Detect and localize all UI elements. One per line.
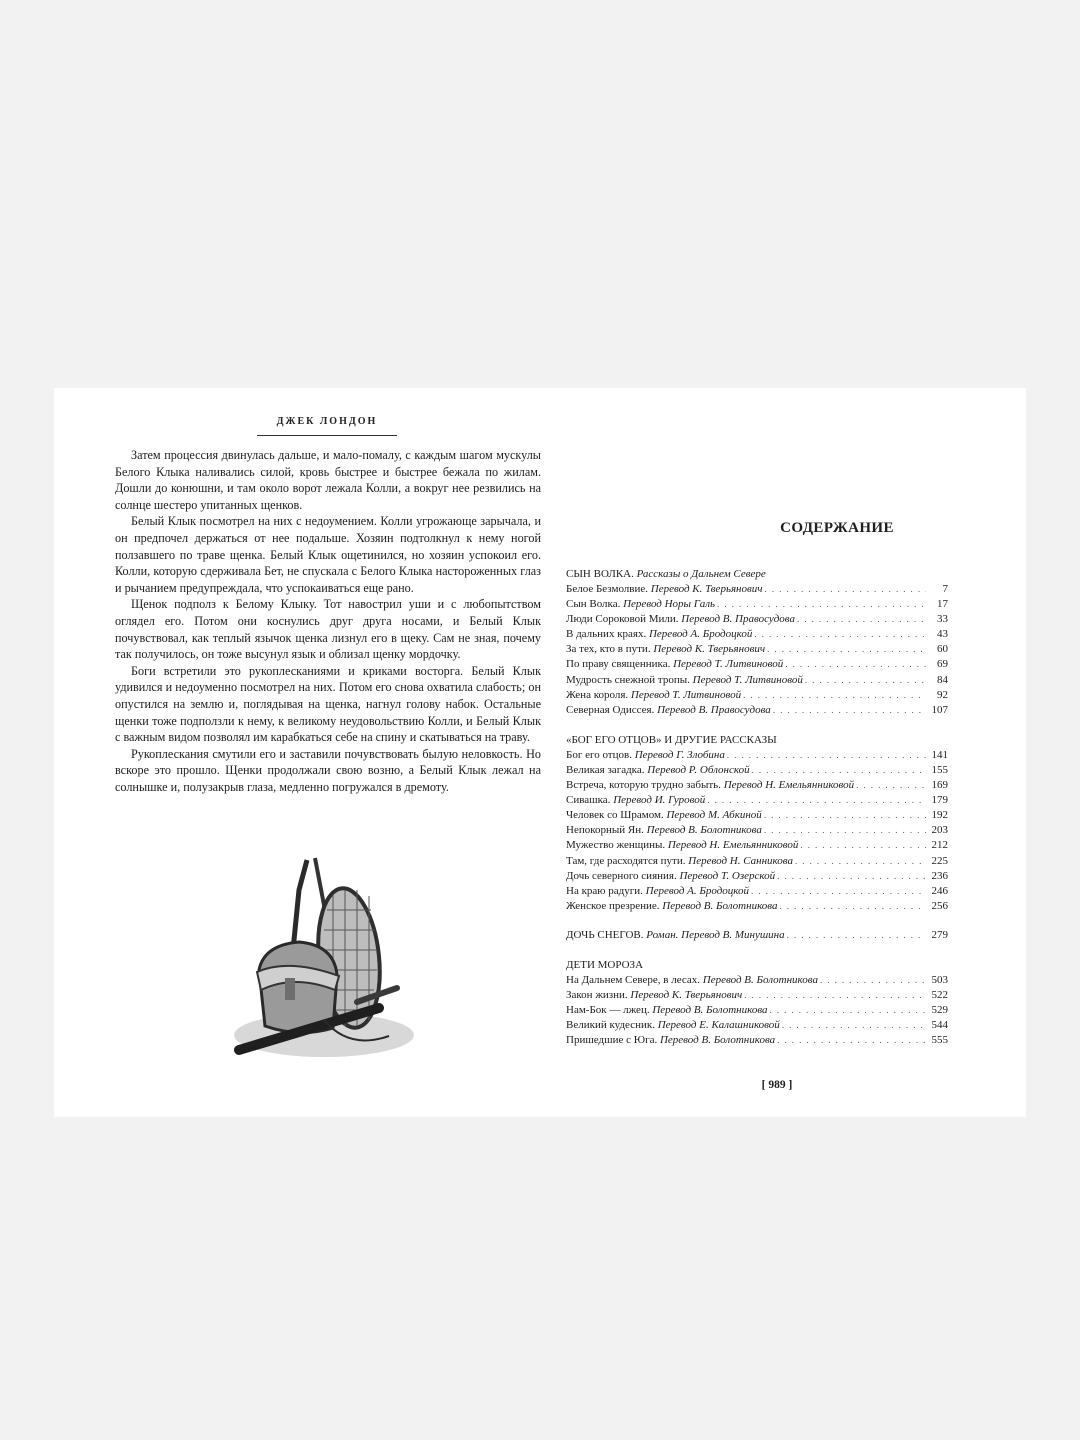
entry-page: 141 <box>931 748 948 761</box>
running-head-rule <box>257 435 397 436</box>
entry-title: На краю радуги. <box>566 884 643 897</box>
entry-title: Закон жизни. <box>566 989 628 1002</box>
entry-title: Сын Волка. <box>566 598 621 611</box>
leader-dots <box>777 869 926 884</box>
entry-title: Встреча, которую трудно забыть. <box>566 779 721 792</box>
entry-translator: Перевод Н. Емельянниковой <box>667 839 799 852</box>
toc-entry[interactable] <box>566 763 948 778</box>
entry-title: Великий кудесник. <box>566 1019 655 1032</box>
entry-page: 529 <box>931 1004 948 1017</box>
section-title: ДЕТИ МОРОЗА <box>566 958 644 971</box>
toc-entry[interactable] <box>566 627 948 642</box>
entry-page: 279 <box>931 928 948 941</box>
toc-entry[interactable] <box>566 642 948 657</box>
section-subtitle: Рассказы о Дальнем Севере <box>636 568 766 580</box>
leader-dots <box>782 1018 926 1033</box>
section-title: СЫН ВОЛКА. <box>566 568 634 580</box>
entry-title: По праву священника. <box>566 658 671 671</box>
toc-entry[interactable] <box>566 582 948 597</box>
leader-dots <box>800 838 926 853</box>
entry-page: 555 <box>931 1034 948 1047</box>
entry-translator: Перевод Н. Емельянниковой <box>723 779 855 792</box>
entry-title: Мужество женщины. <box>566 839 666 852</box>
entry-page: 107 <box>931 703 948 716</box>
entry-title: Сивашка. <box>566 794 611 807</box>
entry-page: 169 <box>931 779 948 792</box>
paragraph: Рукоплескания смутили его и заставили почувствовать былую неловкость. Но вскоре это прошло. Щенки продолжали свою возню, а Белый Клык лежал на солнышке и, полузакрыв глаза, медленно погружался в дремоту. <box>115 746 541 794</box>
toc-entry[interactable] <box>566 808 948 823</box>
leader-dots <box>767 642 926 657</box>
body-text <box>115 447 541 795</box>
entry-page: 33 <box>937 613 948 626</box>
entry-page: 503 <box>931 973 948 986</box>
toc-entry[interactable] <box>566 988 948 1003</box>
entry-translator: Перевод В. Болотникова <box>662 899 778 912</box>
toc-section-heading <box>566 957 948 973</box>
leader-dots <box>752 763 926 778</box>
entry-translator: Перевод Т. Литвиновой <box>692 673 803 686</box>
paragraph: Боги встретили это рукоплесканиями и криками восторга. Белый Клык удивился и недоуменно посмотрел на них. Потом его снова охватила слабость; он опустился на землю и, поглядывая на щенка, нагнул голову набок. Остальные щенки тоже подползли к нему, к великому неудовольствию Колли, и Белый Клык с важным видом позволял им карабкаться себе на спину и скатываться на траву. <box>115 663 541 745</box>
entry-title: Дочь северного сияния. <box>566 869 677 882</box>
entry-page: 246 <box>931 884 948 897</box>
entry-title: Мудрость снежной тропы. <box>566 673 690 686</box>
snowshoes-backpack-illustration <box>229 850 419 1065</box>
entry-title: Там, где расходятся пути. <box>566 854 686 867</box>
entry-title: За тех, кто в пути. <box>566 643 651 656</box>
entry-translator: Перевод И. Гуровой <box>613 794 706 807</box>
entry-translator: Перевод В. Болотникова <box>646 824 762 837</box>
leader-dots <box>765 582 926 597</box>
toc-entry[interactable] <box>566 612 948 627</box>
entry-page: 43 <box>937 628 948 641</box>
entry-page: 192 <box>931 809 948 822</box>
entry-page: 544 <box>931 1019 948 1032</box>
leader-dots <box>820 973 926 988</box>
entry-translator: Роман. Перевод В. Минушина <box>646 928 785 941</box>
leader-dots <box>754 627 926 642</box>
leader-dots <box>856 778 926 793</box>
entry-title: В дальних краях. <box>566 628 647 641</box>
entry-page: 203 <box>931 824 948 837</box>
entry-translator: Перевод В. Правосудова <box>657 703 771 716</box>
entry-page: 256 <box>931 899 948 912</box>
entry-translator: Перевод М. Абкиной <box>666 809 762 822</box>
entry-page: 522 <box>931 989 948 1002</box>
toc-entry[interactable] <box>566 793 948 808</box>
toc-section-heading <box>566 732 948 748</box>
entry-title: На Дальнем Севере, в лесах. <box>566 973 701 986</box>
entry-translator: Перевод К. Тверьянович <box>650 583 763 595</box>
leader-dots <box>707 793 926 808</box>
entry-translator: Перевод В. Болотникова <box>702 973 818 986</box>
entry-title: Люди Сороковой Мили. <box>566 613 679 626</box>
leader-dots <box>795 854 926 869</box>
toc-entry[interactable] <box>566 703 948 718</box>
toc-entry[interactable] <box>566 854 948 869</box>
leader-dots <box>785 657 926 672</box>
paragraph: Затем процессия двинулась дальше, и мало-помалу, с каждым шагом мускулы Белого Клыка наливались силой, кровь быстрее и быстрее бежала по жилам. Дошли до конюшни, и там около ворот лежала Колли, а вокруг нее резвились на солнце шестеро упитанных щенков. <box>115 448 541 512</box>
entry-page: 60 <box>937 643 948 656</box>
entry-translator: Перевод К. Тверьянович <box>630 989 743 1002</box>
entry-translator: Перевод Т. Литвиновой <box>630 688 742 701</box>
entry-translator: Перевод Н. Санникова <box>688 854 793 867</box>
entry-title: Непокорный Ян. <box>566 824 644 837</box>
entry-title: Жена короля. <box>566 688 629 701</box>
section-title: ДОЧЬ СНЕГОВ. <box>566 928 644 941</box>
leader-dots <box>717 597 926 612</box>
entry-translator: Перевод В. Болотникова <box>659 1034 776 1047</box>
entry-page: 236 <box>931 869 948 882</box>
leader-dots <box>744 988 926 1003</box>
entry-page: 179 <box>931 794 948 807</box>
leader-dots <box>787 928 926 943</box>
entry-translator: Перевод Т. Литвиновой <box>673 658 784 671</box>
entry-title: Бог его отцов. <box>566 748 632 761</box>
entry-page: 92 <box>937 688 948 701</box>
entry-title: Пришедшие с Юга. <box>566 1034 658 1047</box>
entry-translator: Перевод Норы Галь <box>623 598 716 611</box>
toc-entry[interactable] <box>566 838 948 853</box>
entry-translator: Перевод В. Правосудова <box>681 613 796 626</box>
toc-entry[interactable] <box>566 1003 948 1018</box>
toc-entry[interactable] <box>566 688 948 703</box>
leader-dots <box>751 884 926 899</box>
leader-dots <box>777 1033 926 1048</box>
toc-entry[interactable] <box>566 1033 948 1048</box>
entry-title: Великая загадка. <box>566 763 645 776</box>
entry-translator: Перевод К. Тверьянович <box>653 643 766 656</box>
entry-translator: Перевод В. Болотникова <box>652 1004 768 1017</box>
running-head: ДЖЕК ЛОНДОН <box>276 416 378 427</box>
entry-page: 7 <box>942 583 948 595</box>
entry-page: 155 <box>931 763 948 776</box>
entry-translator: Перевод Т. Озерской <box>679 869 776 882</box>
leader-dots <box>727 748 926 763</box>
leader-dots <box>764 808 926 823</box>
toc-entry[interactable] <box>566 1018 948 1033</box>
toc-entry[interactable] <box>566 869 948 884</box>
entry-page: 212 <box>931 839 948 852</box>
leader-dots <box>764 823 926 838</box>
entry-translator: Перевод А. Бродоцкой <box>648 628 753 641</box>
toc-title: СОДЕРЖАНИЕ <box>780 520 894 536</box>
leader-dots <box>780 899 927 914</box>
leader-dots <box>805 673 926 688</box>
entry-translator: Перевод Г. Злобина <box>634 748 725 761</box>
leader-dots <box>743 688 926 703</box>
entry-translator: Перевод Е. Калашниковой <box>657 1019 780 1032</box>
toc-entry[interactable] <box>566 899 948 914</box>
toc-entry-novel[interactable] <box>566 928 948 943</box>
entry-title: Человек со Шрамом. <box>566 809 664 822</box>
entry-title: Нам-Бок — лжец. <box>566 1004 650 1017</box>
leader-dots <box>770 1003 926 1018</box>
toc-entry[interactable] <box>566 823 948 838</box>
paragraph: Щенок подполз к Белому Клыку. Тот навострил уши и с любопытством оглядел его. Потом они коснулись друг друга носами, и Белый Клык почувствовал, как теплый язычок щенка лизнул его в щеку. Сам не зная, почему так получилось, он тоже высунул язык и облизал щенку мордочку. <box>115 597 541 662</box>
section-title: «БОГ ЕГО ОТЦОВ» И ДРУГИЕ РАССКАЗЫ <box>566 733 777 746</box>
paragraph: Белый Клык посмотрел на них с недоумением. Колли угрожающе зарычала, и он предпочел держаться от нее подальше. Хозяин подтолкнул к нему ногой ползавшего по траве щенка. Белый Клык ощетинился, но хозяин успокоил его. Колли, которую сдерживала Бет, не спускала с Белого Клыка настороженных глаз и рычанием предупреждала, что успокаиваться еще рано. <box>115 514 541 595</box>
entry-page: 17 <box>937 598 948 611</box>
table-of-contents <box>566 566 948 1048</box>
toc-entry[interactable] <box>566 657 948 672</box>
entry-title: Белое Безмолвие. <box>566 583 648 595</box>
leader-dots <box>773 703 926 718</box>
entry-title: Женское презрение. <box>566 899 660 912</box>
toc-entry[interactable] <box>566 778 948 793</box>
entry-translator: Перевод Р. Облонской <box>647 763 750 776</box>
entry-page: 84 <box>937 673 948 686</box>
entry-translator: Перевод А. Бродоцкой <box>645 884 750 897</box>
toc-entry[interactable] <box>566 748 948 763</box>
toc-entry[interactable] <box>566 597 948 612</box>
toc-entry[interactable] <box>566 673 948 688</box>
toc-entry[interactable] <box>566 973 948 988</box>
entry-page: 69 <box>937 658 948 671</box>
leader-dots <box>797 612 926 627</box>
toc-entry[interactable] <box>566 884 948 899</box>
toc-section-heading <box>566 566 948 582</box>
entry-title: Северная Одиссея. <box>566 703 655 716</box>
entry-page: 225 <box>931 854 948 867</box>
page-number: [ 989 ] <box>761 1079 793 1091</box>
book-spread <box>54 388 1026 1117</box>
